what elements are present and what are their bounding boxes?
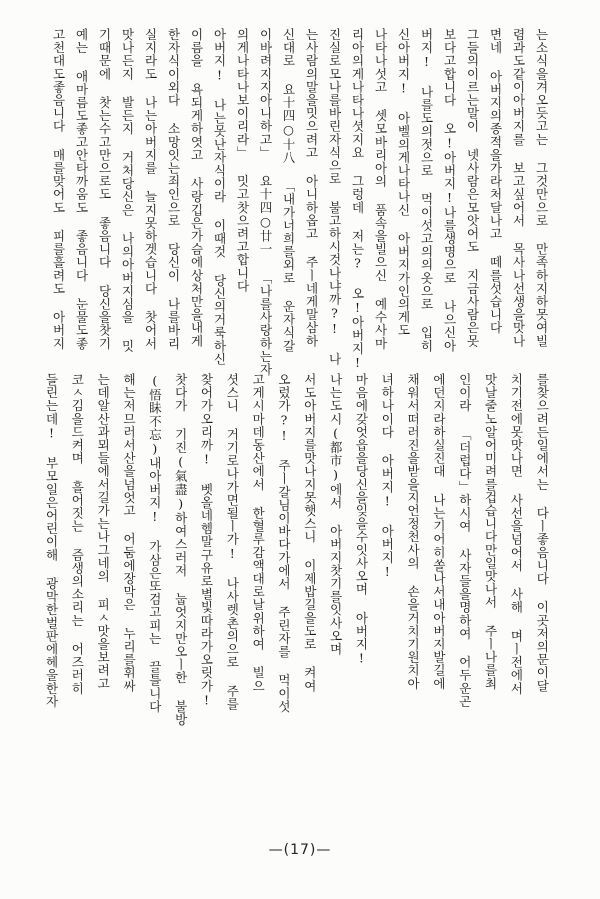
text-column: 리아의게나타나셧지요 그렁데 저는? 오!아버지! [350,28,365,371]
text-column: 오렀가?! 주ㅣ갈님이바다가에서 주린자를 먹이섯 [276,373,292,713]
text-column: 치기전에못맛나면 사선을넘어서 사해 며ㅣ전에서 [508,373,524,695]
text-column: 셧스니 거기로나가면될ㅣ가! 나사렛촌의으로 주를 [224,373,240,711]
text-column: 기때문에 찻는수고만으로도 좋음니다 당신을찻기 [97,28,112,350]
text-column: 진실로모나를바린자식으로 불고하시것나냐까?! 나 [327,28,342,366]
text-column: 나는도시(都市)에서 아버지찻기를잇사오며 [328,373,344,656]
text-column: 맛나든지 발든지 거처당신은 나의아버지심을 밋 [120,28,135,353]
text-column: 의게나타나보이리라」 밋고찻으려고합니다 [235,28,250,293]
text-column: 찾어가오리까! 벳올네헴말구유로별빛따라가오릿가! [198,373,214,708]
text-column: 고게시마데동산에서 한혈루감액대로날위하여 빌으 [250,373,266,693]
text-column: 채워서떠러진을받을지언정천사의 손을거치기원치아 [405,373,421,690]
text-column: 아버지! 나는못난자식이라 이때것 당신의거룩하신 [212,28,227,366]
text-column: (悟眛不忘)내아버지! 가삼은또검고피는 끌틀니다 [147,373,163,713]
text-column: 신대로 요十四○十八 「내가너희를외로 운자식갈 [281,28,296,353]
text-column: 한자식이외다 소망잇는죄인으로 당신이 나를바리 [166,28,181,350]
text-column: 들린는데! 부모일은어린이해 광막한벌판에헤울한자 [44,373,59,708]
text-column: 를찾으려든일에서는 다ㅣ좋음니다 이곳저의문이달 [534,373,550,693]
text-column: 맛날줄노알어미려를겁습니다만일맛나서 주ㅣ나를최 [483,373,499,690]
text-column: 보다고합니다 오!아버지!나를생명으로 나으신아 [442,28,457,353]
text-column: 이름을 욕되게하엿고 사랑깁은가슴에상처만을내게 [189,28,204,348]
text-column: 예는 애마름도좋고안타까움도 좋음니다 눈물도좋 [74,28,89,350]
text-column: 코ㅅ김을드켜며 흘어짓는 즘생의소리는 어즈러히 [69,373,85,695]
text-column: 녀하나이다 아버지! 아버지! [379,373,395,580]
text-column: 고천대도좋음니다 매를맞어도 피를흘려도 아버지 [51,28,66,350]
text-column: 찻다가 기진(氣盡)하여스러저 눕엇지만오ㅣ한 불방 [173,373,189,727]
page-number: —(17)— [268,842,332,858]
text-column: 는소식을겨오듯고는 그것만으로 만족하지하못여빌 [534,28,549,348]
text-column: 신아버지! 아벨의게나타나신 아버지가인의게도 [396,28,411,337]
text-column: 서도아버지를맛나지못햇스니 이제밥길을도로 켜여 [302,373,318,693]
text-column: 해는저므러서산을넘엇고 어둠에장막은 누리를휘싸 [121,373,137,693]
lower-text-block [40,373,553,843]
text-column: 그들의이르는말이 넷사람은모앗어도 지금사람은못 [465,28,480,348]
text-column: 마음에갖엇읍을당신을잊을수잇사오며 아버지! [353,373,369,667]
text-column: 인이라 「더럽다」하시여 사자들을명하여 어두운곤 [457,373,473,708]
text-column: 는사람의말을밋으려고 아니하옵고 주ㅣ네게말삼하 [304,28,319,348]
text-column: 이바려지지아니하고」 요十四○廿一 「나를사랑하는자 [258,28,273,377]
text-column: 나타나섯고 셋모바리아의 품속을빌으신 예수사마 [373,28,388,350]
text-column: 면네 아버지의종적을가라처달나고 떼를섯습니다 [488,28,503,335]
text-column: 렴과도같이아버지를 보고싶어서 목사나선생을맛나 [511,28,526,348]
text-column: 실지라도 나는아버지를 늘지못하겟습니다 찻어서 [143,28,158,350]
text-column: 는데알산과뫼들에서길가는나그네의 피ㅅ맛을보려고 [95,373,111,690]
text-column: 에던지라하실진대 나는기어히쏠나서내아버지발길에 [431,373,447,690]
text-column: 버지! 나를도의젓으로 먹이섯고의의옷으로 입히 [419,28,434,353]
upper-text-block [47,28,552,377]
